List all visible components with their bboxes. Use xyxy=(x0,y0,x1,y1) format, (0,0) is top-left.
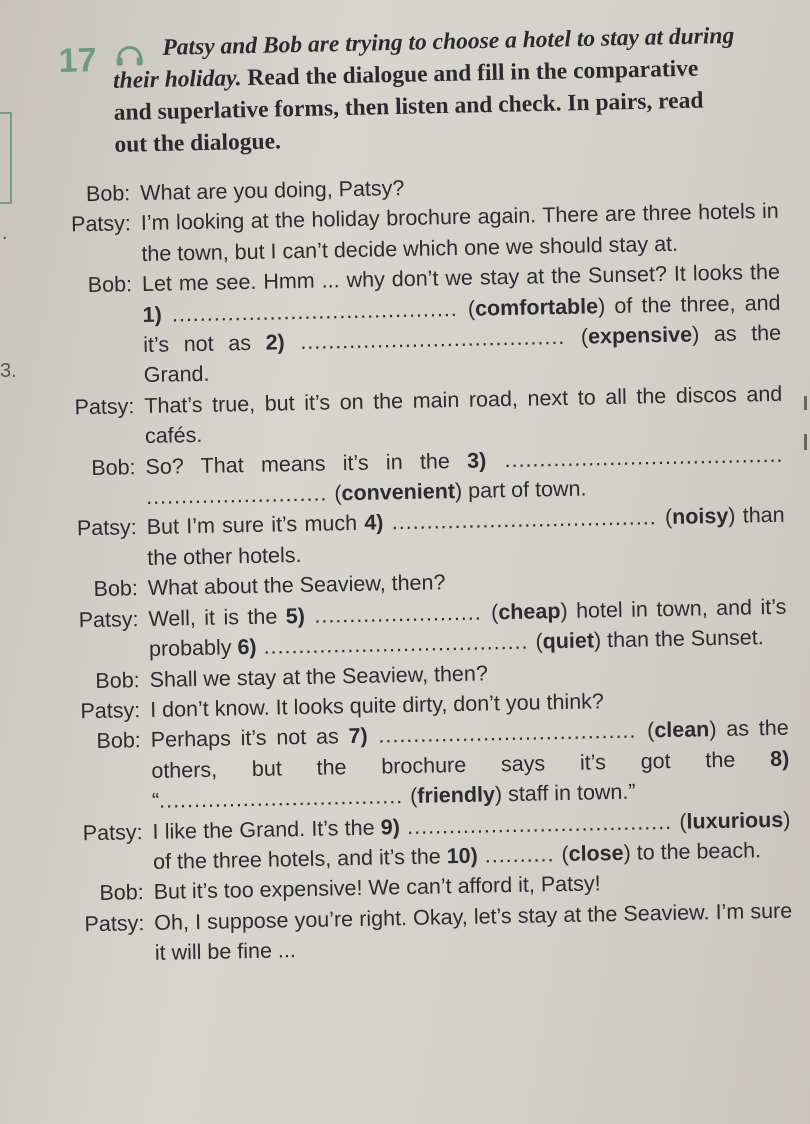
line-text xyxy=(154,895,793,968)
text-segment: What about the Seaview, then? xyxy=(147,570,446,601)
text-segment: Well, it is the xyxy=(148,604,287,631)
margin-box xyxy=(0,112,12,204)
speaker-name: Patsy: xyxy=(76,515,137,541)
text-segment: ( xyxy=(490,599,499,625)
bold-term: comfortable xyxy=(474,293,599,321)
answer-blank[interactable]: ...................................... xyxy=(256,629,536,659)
bold-term: 1) xyxy=(142,302,162,327)
speaker-name: Bob: xyxy=(91,454,136,480)
text-segment: ( xyxy=(646,718,655,743)
text-segment: I’m looking at the holiday brochure again. There are three hotels in the town, but I can’t decide which one we should stay at. xyxy=(140,199,779,266)
margin-tick xyxy=(804,396,807,410)
answer-blank[interactable]: .......... xyxy=(477,842,562,868)
speaker-name: Patsy: xyxy=(84,910,145,936)
text-segment: ( xyxy=(580,324,589,349)
bold-term: 7) xyxy=(348,724,368,749)
text-segment: Shall we stay at the Seaview, then? xyxy=(149,660,489,692)
answer-blank[interactable]: ......................................... xyxy=(161,296,469,327)
speaker-name: Bob: xyxy=(85,181,131,207)
margin-mark: . xyxy=(2,222,8,244)
line-text xyxy=(142,257,782,391)
text-segment: ( xyxy=(334,481,342,506)
text-segment: Perhaps it’s not as xyxy=(150,724,349,753)
text-segment: ( xyxy=(467,296,476,321)
answer-blank[interactable]: ................................... xyxy=(158,784,411,813)
bold-term: quiet xyxy=(542,628,595,654)
speaker-name: Bob: xyxy=(99,880,144,906)
text-segment: ) part of town. xyxy=(454,476,587,504)
text-segment: I don’t know. It looks quite dirty, don’t you think? xyxy=(149,689,605,722)
bold-term: 3) xyxy=(466,448,487,473)
speaker-name: Bob: xyxy=(93,576,139,602)
margin-mark: 3. xyxy=(0,360,17,382)
answer-blank[interactable]: ...................................... xyxy=(383,505,666,535)
bold-term: close xyxy=(568,840,624,866)
speaker-name: Patsy: xyxy=(78,606,139,632)
exercise-header xyxy=(58,14,738,158)
dialogue-line xyxy=(49,713,791,818)
bold-term: 4) xyxy=(364,510,384,536)
text-segment: So? That means it’s in the xyxy=(145,448,468,479)
bold-term: 5) xyxy=(285,603,306,629)
bold-term: convenient xyxy=(341,479,456,506)
speaker-name: Bob: xyxy=(96,728,142,754)
text-segment: “ xyxy=(151,788,160,814)
speaker-name: Bob: xyxy=(95,667,140,693)
speaker-name: Patsy: xyxy=(82,819,143,845)
text-segment: But it’s too expensive! We can’t afford it, Patsy! xyxy=(153,871,601,905)
text-segment: ) hotel in town, and it’s probably xyxy=(148,594,787,662)
bold-term: luxurious xyxy=(686,807,784,834)
text-segment: ( xyxy=(561,841,569,867)
bold-term: 8) xyxy=(769,746,790,771)
exercise-instruction xyxy=(112,20,740,161)
instruction-italic: Patsy and Bob are trying to choose a hotel to stay at during their holiday. xyxy=(112,22,735,94)
text-segment: That’s true, but it’s on the main road, next to all the discos and cafés. xyxy=(144,381,783,449)
text-segment: ( xyxy=(664,505,673,530)
text-segment: ) as the others, but the brochure says it’s got the xyxy=(151,716,789,783)
speaker-name: Bob: xyxy=(87,272,133,298)
line-text xyxy=(150,713,790,816)
speaker-name: Patsy: xyxy=(70,211,132,237)
dialogue-line xyxy=(52,895,793,970)
bold-term: 6) xyxy=(237,634,257,660)
instruction-bold: Read the dialogue and fill in the comparative and superlative forms, then listen and check. In pairs, read out the dialogue. xyxy=(113,55,704,158)
text-segment: ) of the three, and it’s not as xyxy=(142,290,781,358)
answer-blank[interactable]: ........................................ .......................... xyxy=(145,442,784,510)
dialogue xyxy=(38,166,793,971)
bold-term: 9) xyxy=(380,814,401,840)
text-segment: ) of the three hotels, and it’s the xyxy=(152,807,791,874)
text-segment: ) than the Sunset. xyxy=(593,625,764,653)
text-segment: ) to the beach. xyxy=(623,838,762,865)
text-segment: ( xyxy=(535,629,543,654)
text-segment: ) staff in town.” xyxy=(494,779,636,807)
text-segment: I like the Grand. It’s the xyxy=(152,815,381,844)
text-segment: ) than the other hotels. xyxy=(147,503,785,570)
dialogue-line xyxy=(40,257,782,393)
text-segment: ( xyxy=(409,783,418,809)
answer-blank[interactable]: ...................................... xyxy=(399,809,680,839)
text-segment: ( xyxy=(679,809,687,834)
bold-term: friendly xyxy=(417,782,496,808)
bold-term: cheap xyxy=(498,598,561,624)
text-segment: Oh, I suppose you’re right. Okay, let’s stay at the Seaview. I’m sure it will be fine ... xyxy=(154,898,793,966)
answer-blank[interactable]: ...................................... xyxy=(284,324,582,355)
answer-blank[interactable]: ..................................... xyxy=(367,718,648,749)
speaker-name: Patsy: xyxy=(80,698,141,724)
bold-term: clean xyxy=(654,717,710,743)
text-segment: But I’m sure it’s much xyxy=(146,511,365,540)
text-segment: Let me see. Hmm ... why don’t we stay at the Sunset? It looks the xyxy=(141,259,781,297)
exercise-number: 17 xyxy=(58,41,97,80)
speaker-name: Patsy: xyxy=(74,394,135,420)
text-segment: What are you doing, Patsy? xyxy=(140,175,405,206)
margin-tick xyxy=(804,434,807,450)
text-segment: ) as the Grand. xyxy=(143,320,782,388)
bold-term: noisy xyxy=(671,504,729,530)
bold-term: expensive xyxy=(587,322,693,349)
bold-term: 2) xyxy=(265,330,285,355)
bold-term: 10) xyxy=(446,843,479,869)
answer-blank[interactable]: ........................ xyxy=(304,600,492,628)
